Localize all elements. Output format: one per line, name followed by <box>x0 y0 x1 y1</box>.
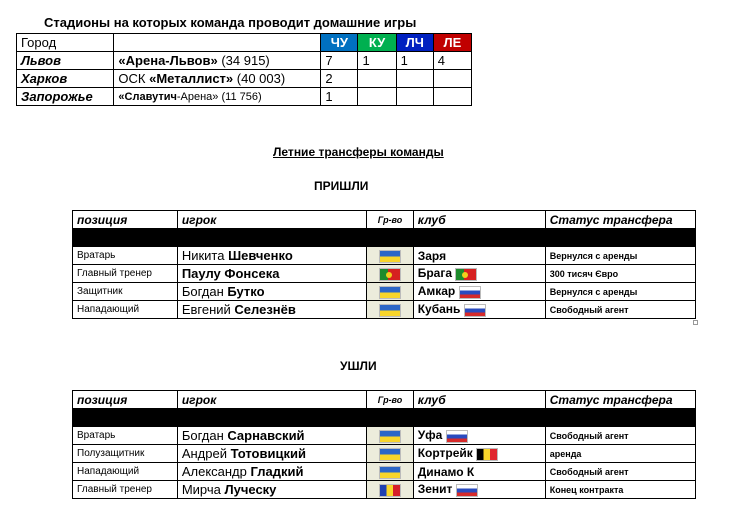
player-cell <box>177 247 367 265</box>
nationality-cell <box>367 265 413 283</box>
nationality-header: Гр-во <box>367 211 413 229</box>
club-cell <box>413 427 545 445</box>
russia-flag-icon <box>446 430 468 443</box>
club-name: Зенит <box>417 482 456 497</box>
position-header: позиция <box>73 391 178 409</box>
club-header: клуб <box>413 211 545 229</box>
club-header: клуб <box>413 391 545 409</box>
games-cell <box>433 70 471 88</box>
games-cell: 1 <box>358 52 396 70</box>
ukraine-flag-icon <box>379 304 401 317</box>
player-header: игрок <box>177 391 367 409</box>
player-cell <box>177 445 367 463</box>
stadiums-table <box>16 33 472 106</box>
status-header: Статус трансфера <box>545 211 695 229</box>
table-row <box>73 283 696 301</box>
player-last-name: Луческу <box>224 482 277 497</box>
nationality-cell <box>367 301 413 319</box>
player-last-name: Паулу Фонсека <box>181 266 280 281</box>
player-last-name: Шевченко <box>228 248 293 263</box>
stadium-name: «Металлист» <box>149 71 234 86</box>
nationality-cell <box>367 463 413 481</box>
transfers-title: Летние трансферы команды <box>273 145 444 159</box>
ukraine-flag-icon <box>379 466 401 479</box>
ukraine-flag-icon <box>379 250 401 263</box>
stadium-name: «Славутич <box>118 90 177 103</box>
position-cell: Главный тренер <box>73 265 178 283</box>
stadium-header <box>114 34 321 52</box>
stadiums-title: Стадионы на которых команда проводит домашние игры <box>44 15 417 30</box>
player-cell <box>177 463 367 481</box>
status-cell: Свободный агент <box>545 301 695 319</box>
header-row <box>73 391 696 409</box>
player-first-name: Александр <box>181 464 251 479</box>
position-cell: Нападающий <box>73 301 178 319</box>
table-row <box>73 301 696 319</box>
stadium-row <box>17 70 472 88</box>
player-cell <box>177 283 367 301</box>
separator-row <box>73 409 696 427</box>
player-cell <box>177 481 367 499</box>
club-name: Амкар <box>417 284 459 299</box>
club-cell <box>413 247 545 265</box>
club-name: Уфа <box>417 428 446 443</box>
player-first-name: Богдан <box>181 428 228 443</box>
table-row <box>73 247 696 265</box>
russia-flag-icon <box>464 304 486 317</box>
nationality-cell <box>367 445 413 463</box>
club-cell <box>413 463 545 481</box>
games-cell: 2 <box>321 70 358 88</box>
position-cell: Главный тренер <box>73 481 178 499</box>
nationality-cell <box>367 427 413 445</box>
player-first-name: Евгений <box>181 302 235 317</box>
games-cell <box>433 88 471 106</box>
club-name: Кортрейк <box>417 446 477 461</box>
games-cell: 1 <box>321 88 358 106</box>
table-row <box>73 265 696 283</box>
nationality-cell <box>367 481 413 499</box>
club-name: Динамо К <box>417 464 475 479</box>
nationality-cell <box>367 283 413 301</box>
stadium-cell: «Арена-Львов» (34 915) <box>114 52 321 70</box>
player-last-name: Тотовицкий <box>230 446 306 461</box>
separator-row <box>73 229 696 247</box>
status-cell: 300 тисяч Євро <box>545 265 695 283</box>
stadium-cell: «Славутич-Арена» (11 756) <box>114 88 321 106</box>
status-cell: Свободный агент <box>545 427 695 445</box>
ukraine-flag-icon <box>379 430 401 443</box>
player-first-name: Мирча <box>181 482 225 497</box>
games-cell: 4 <box>433 52 471 70</box>
games-cell <box>396 88 433 106</box>
incoming-transfers-table <box>72 210 696 319</box>
player-last-name: Гладкий <box>250 464 304 479</box>
club-name: Брага <box>417 266 456 281</box>
games-cell <box>358 88 396 106</box>
position-cell: Вратарь <box>73 247 178 265</box>
club-cell <box>413 283 545 301</box>
club-name: Кубань <box>417 302 464 317</box>
portugal-flag-icon <box>379 268 401 281</box>
outgoing-transfers-table <box>72 390 696 499</box>
position-header: позиция <box>73 211 178 229</box>
position-cell: Полузащитник <box>73 445 178 463</box>
stadiums-header-row <box>17 34 472 52</box>
player-first-name: Андрей <box>181 446 231 461</box>
portugal-flag-icon <box>455 268 477 281</box>
nationality-header: Гр-во <box>367 391 413 409</box>
player-last-name: Сарнавский <box>227 428 305 443</box>
russia-flag-icon <box>456 484 478 497</box>
table-row <box>73 481 696 499</box>
ukraine-flag-icon <box>379 286 401 299</box>
table-row <box>73 427 696 445</box>
tournament-header-chu: ЧУ <box>321 34 358 52</box>
player-last-name: Селезнёв <box>234 302 296 317</box>
player-first-name: Богдан <box>181 284 228 299</box>
table-resize-handle[interactable] <box>693 320 698 325</box>
outgoing-title: УШЛИ <box>340 359 377 373</box>
games-cell: 7 <box>321 52 358 70</box>
player-cell <box>177 301 367 319</box>
status-cell: Вернулся с аренды <box>545 247 695 265</box>
club-cell <box>413 445 545 463</box>
games-cell <box>396 70 433 88</box>
position-cell: Вратарь <box>73 427 178 445</box>
ukraine-flag-icon <box>379 448 401 461</box>
russia-flag-icon <box>459 286 481 299</box>
city-cell: Запорожье <box>17 88 114 106</box>
city-cell: Харков <box>17 70 114 88</box>
tournament-header-lch: ЛЧ <box>396 34 433 52</box>
table-row <box>73 463 696 481</box>
status-cell: Конец контракта <box>545 481 695 499</box>
tournament-header-le: ЛЕ <box>433 34 471 52</box>
player-first-name: Никита <box>181 248 229 263</box>
player-cell <box>177 427 367 445</box>
header-row <box>73 211 696 229</box>
position-cell: Защитник <box>73 283 178 301</box>
romania-flag-icon <box>379 484 401 497</box>
city-cell: Львов <box>17 52 114 70</box>
stadium-row <box>17 52 472 70</box>
player-header: игрок <box>177 211 367 229</box>
club-name: Заря <box>417 248 447 263</box>
position-cell: Нападающий <box>73 463 178 481</box>
status-cell: аренда <box>545 445 695 463</box>
player-last-name: Бутко <box>227 284 265 299</box>
games-cell: 1 <box>396 52 433 70</box>
club-cell <box>413 265 545 283</box>
belgium-flag-icon <box>476 448 498 461</box>
status-header: Статус трансфера <box>545 391 695 409</box>
table-row <box>73 445 696 463</box>
tournament-header-ku: КУ <box>358 34 396 52</box>
nationality-cell <box>367 247 413 265</box>
city-header: Город <box>17 34 114 52</box>
club-cell <box>413 481 545 499</box>
incoming-title: ПРИШЛИ <box>314 179 369 193</box>
status-cell: Свободный агент <box>545 463 695 481</box>
games-cell <box>358 70 396 88</box>
stadium-row <box>17 88 472 106</box>
club-cell <box>413 301 545 319</box>
stadium-name: «Арена-Львов» <box>118 53 218 68</box>
player-cell <box>177 265 367 283</box>
stadium-cell: ОСК «Металлист» (40 003) <box>114 70 321 88</box>
status-cell: Вернулся с аренды <box>545 283 695 301</box>
